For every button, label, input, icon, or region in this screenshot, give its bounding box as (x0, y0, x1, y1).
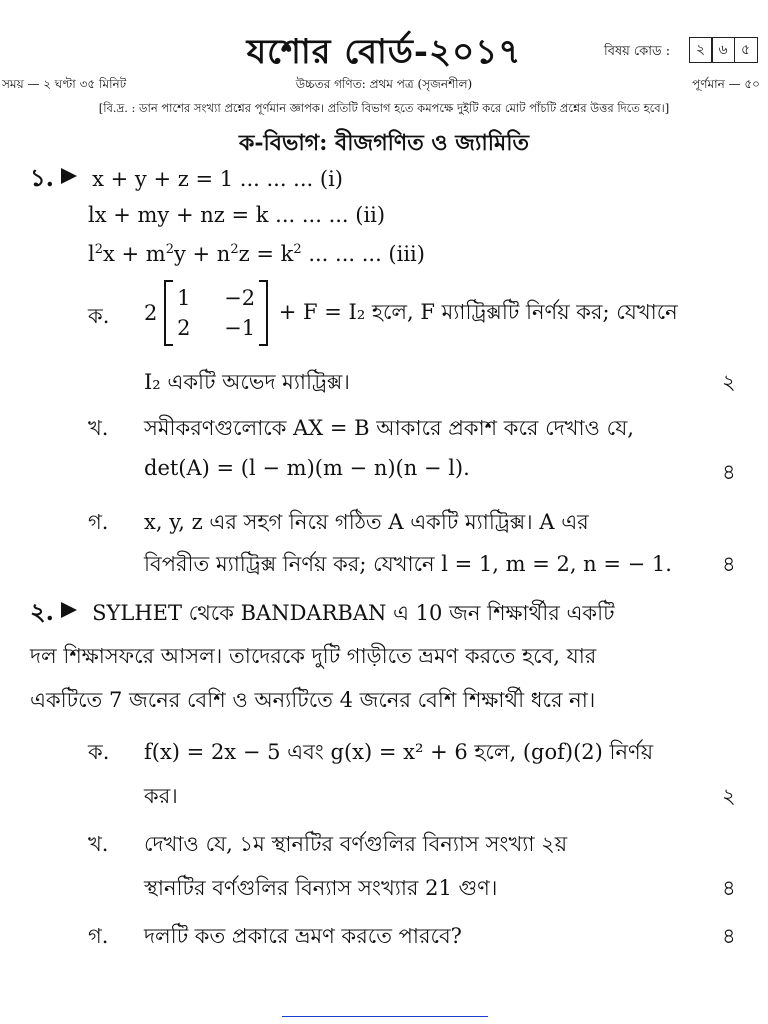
q2-ka-line-1: f(x) = 2x − 5 এবং g(x) = x² + 6 হলে, (gof)(2) নির্ণয় (144, 740, 654, 764)
equation-3 (88, 242, 425, 266)
q1-ga-label: গ. (88, 510, 109, 534)
q2-kha-label: খ. (88, 832, 109, 856)
matrix-cell: −1 (224, 316, 256, 340)
q1-ga-line-1: x, y, z এর সহগ নিয়ে গঠিত A একটি ম্যাট্রিক্স। A এর (144, 510, 589, 534)
matrix-row (177, 313, 255, 343)
triangle-bullet-icon (59, 600, 79, 624)
eq3-exponent: 2 (230, 242, 239, 257)
q2-ka-label: ক. (88, 740, 110, 764)
matrix-row (177, 283, 255, 313)
matrix-cell: −2 (224, 286, 256, 310)
eq3-exponent: 2 (165, 242, 174, 257)
subject-code-label: বিষয় কোড : (604, 44, 671, 59)
q1-kha-line-1: সমীকরণগুলোকে AX = B আকারে প্রকাশ করে দেখাও যে, (144, 416, 634, 440)
equation-2: lx + my + nz = k ... ... ... (ii) (88, 203, 386, 227)
q2-kha-line-1: দেখাও যে, ১ম স্থানটির বর্ণগুলির বিন্যাস সংখ্যা ২য় (144, 832, 568, 856)
q2-stem-line-2: দল শিক্ষাসফরে আসল। তাদেরকে দুটি গাড়ীতে ভ্রমণ করতে হবে, যার (30, 644, 597, 668)
matrix (164, 280, 268, 346)
q2-ga-line-1: দলটি কত প্রকারে ভ্রমণ করতে পারবে? (144, 924, 462, 948)
matrix-coefficient: 2 (144, 301, 158, 325)
exam-time: সময় — ২ ঘণ্টা ৩৫ মিনিট (2, 77, 127, 91)
eq3-part: x + m (103, 242, 166, 266)
question-number: ১. (30, 163, 54, 192)
question-1-stem-line-1 (30, 160, 343, 200)
q1-kha-line-2: det(A) = (l − m)(m − n)(n − l). (144, 456, 470, 480)
matrix-cell: 1 (177, 286, 191, 310)
question-number: ২. (30, 597, 54, 626)
eq3-exponent: 2 (94, 242, 103, 257)
equation-1: x + y + z = 1 ... ... ... (i) (92, 167, 343, 191)
q2-ka-line-2: কর। (144, 784, 178, 808)
exam-title: যশোর বোর্ড-২০১৭ (246, 32, 522, 72)
q1-ka-line-1 (144, 280, 678, 346)
q1-ka-marks: ২ (722, 370, 736, 394)
subject-code-digit: ৫ (734, 37, 758, 63)
subject-code-digit: ৬ (711, 37, 735, 63)
q1-kha-label: খ. (88, 416, 109, 440)
eq3-part: l (88, 242, 95, 266)
question-2-stem-line-1 (30, 594, 615, 634)
q1-ka-text: + F = I₂ হলে, F ম্যাট্রিক্সটি নির্ণয় কর; যেখানে (278, 299, 678, 324)
q2-stem-line-3: একটিতে 7 জনের বেশি ও অন্যটিতে 4 জনের বেশি শিক্ষার্থী ধরে না। (30, 688, 596, 712)
q2-kha-line-2: স্থানটির বর্ণগুলির বিন্যাস সংখ্যার 21 গুণ। (144, 876, 498, 900)
paper-name: উচ্চতর গণিত: প্রথম পত্র (সৃজনশীল) (295, 77, 473, 91)
triangle-bullet-icon (59, 166, 79, 190)
full-marks: পূর্ণমান — ৫০ (692, 77, 760, 91)
q1-ga-line-2: বিপরীত ম্যাট্রিক্স নির্ণয় কর; যেখানে l = 1, m = 2, n = − 1. (144, 552, 672, 576)
footer-link-underline[interactable] (282, 1016, 488, 1017)
instruction-note: [বি.দ্র. : ডান পাশের সংখ্যা প্রশ্নের পূর্ণমান জ্ঞাপক। প্রতিটি বিভাগ হতে কমপক্ষে দুইটি করে মোট পাঁচটি প্রশ্নের উত্তর দিতে হবে।] (98, 101, 670, 115)
q1-ka-label: ক. (88, 304, 110, 328)
q1-ka-line-2: I₂ একটি অভেদ ম্যাট্রিক্স। (144, 370, 350, 394)
eq3-exponent: 2 (293, 242, 302, 257)
matrix-right-bracket (259, 280, 268, 346)
q2-ka-marks: ২ (722, 784, 736, 808)
subject-code-digit: ২ (689, 37, 713, 63)
q1-ga-marks: ৪ (722, 552, 736, 576)
subject-code-box (690, 37, 758, 63)
matrix-cell: 2 (177, 316, 191, 340)
q1-kha-marks: ৪ (722, 460, 736, 484)
q2-ga-label: গ. (88, 924, 109, 948)
q2-ga-marks: ৪ (722, 924, 736, 948)
eq3-part: z = k (238, 242, 294, 266)
matrix-left-bracket (164, 280, 173, 346)
section-heading: ক-বিভাগ: বীজগণিত ও জ্যামিতি (238, 130, 530, 156)
q2-kha-marks: ৪ (722, 876, 736, 900)
eq3-part: ... ... ... (iii) (301, 242, 425, 266)
eq3-part: y + n (173, 242, 231, 266)
q2-stem-text: SYLHET থেকে BANDARBAN এ 10 জন শিক্ষার্থীর একটি (92, 601, 615, 625)
